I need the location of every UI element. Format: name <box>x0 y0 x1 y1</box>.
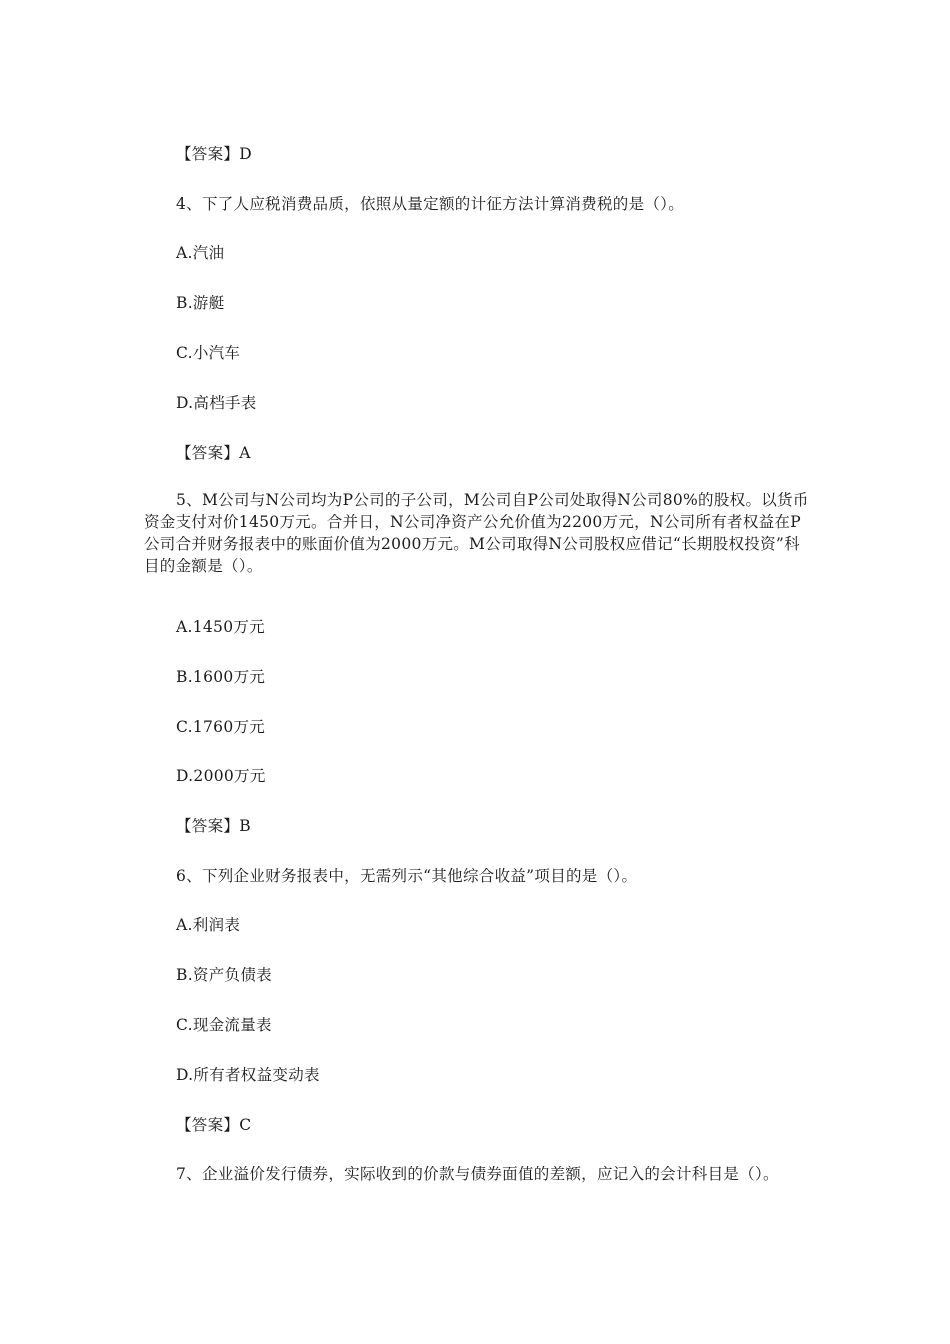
q7-stem: 7、企业溢价发行债券，实际收到的价款与债券面值的差额，应记入的会计科目是（）。 <box>176 1165 779 1183</box>
q4-answer: 【答案】A <box>176 444 251 462</box>
q3-answer: 【答案】D <box>176 145 252 163</box>
q5-option-c: C.1760万元 <box>176 718 266 736</box>
q6-option-d: D.所有者权益变动表 <box>176 1066 320 1084</box>
q5-option-a: A.1450万元 <box>176 618 265 636</box>
q4-option-d: D.高档手表 <box>176 394 257 412</box>
q6-option-c: C.现金流量表 <box>176 1016 272 1034</box>
q4-option-b: B.游艇 <box>176 294 225 312</box>
q4-option-a: A.汽油 <box>176 244 225 262</box>
q5-stem: 5、M公司与N公司均为P公司的子公司，M公司自P公司处取得N公司80%的股权。以货币资金支付对价1450万元。合并日，N公司净资产公允价值为2200万元，N公司所有者权益在P公司合并财务报表中的账面价值为2000万元。M公司取得N公司股权应借记“长期股权投资”科目的金额是（）。 <box>144 491 809 575</box>
q5-answer: 【答案】B <box>176 817 251 835</box>
q4-option-c: C.小汽车 <box>176 344 241 362</box>
q4-stem: 4、下了人应税消费品质，依照从量定额的计征方法计算消费税的是（）。 <box>176 195 685 213</box>
q5-option-d: D.2000万元 <box>176 767 266 785</box>
q6-stem: 6、下列企业财务报表中，无需列示“其他综合收益”项目的是（）。 <box>176 867 638 885</box>
q6-option-b: B.资产负债表 <box>176 966 272 984</box>
q6-answer: 【答案】C <box>176 1116 252 1134</box>
q6-option-a: A.利润表 <box>176 916 241 934</box>
q5-option-b: B.1600万元 <box>176 668 266 686</box>
